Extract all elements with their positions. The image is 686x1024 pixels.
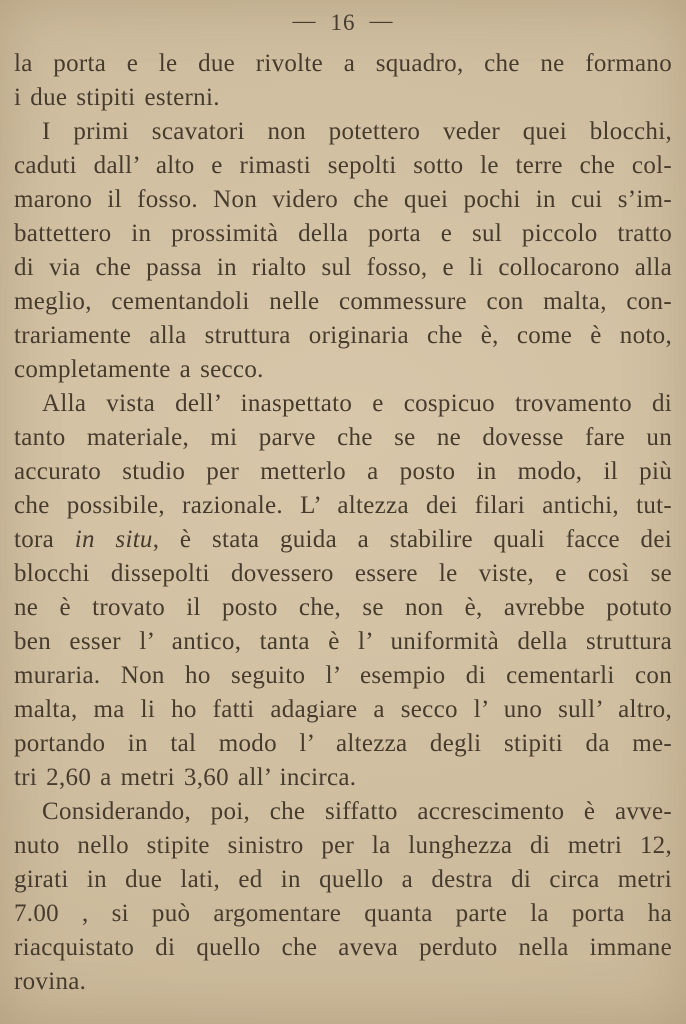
header-right-dash: — [369,8,394,33]
text-line [14,659,672,693]
text-line [14,523,672,557]
text-line [14,421,672,455]
text-line [14,693,672,727]
text-line [14,795,672,829]
paragraph [14,115,672,387]
page-header [0,10,686,36]
text-segment: rovina. [14,968,87,995]
text-line [14,591,672,625]
text-segment: accurato studio per metterlo a posto in modo, il più [14,458,672,485]
text-line [14,727,672,761]
text-segment: girati in due lati, ed in quello a destra di circa metri [14,866,672,893]
text-line [14,319,672,353]
text-line [14,489,672,523]
paragraph [14,47,672,115]
text-line [14,353,672,387]
text-segment: di via che passa in rialto sul fosso, e li collocarono alla [14,254,672,281]
text-segment: tri 2,60 a metri 3,60 all’ incirca. [14,764,357,791]
paragraph [14,387,672,795]
text-segment: battettero in prossimità della porta e sul piccolo tratto [14,220,672,247]
text-line [14,47,672,81]
text-segment: I primi scavatori non potettero veder quei blocchi, [42,118,672,145]
text-segment: marono il fosso. Non videro che quei pochi in cui s’im- [14,186,672,213]
text-line [14,863,672,897]
text-segment: , è stata guida a stabilire quali facce dei [152,526,672,553]
text-line [14,625,672,659]
paragraph [14,795,672,999]
text-line [14,557,672,591]
text-segment: tanto materiale, mi parve che se ne dovesse fare un [14,424,672,451]
text-line [14,115,672,149]
text-segment: la porta e le due rivolte a squadro, che ne formano [14,50,672,77]
text-line [14,761,672,795]
text-segment: meglio, cementandoli nelle commessure con malta, con- [14,288,672,315]
text-segment: tora [14,526,75,553]
text-segment: i due stipiti esterni. [14,84,220,111]
text-segment: blocchi dissepolti dovessero essere le viste, e così se [14,560,672,587]
text-line [14,387,672,421]
text-segment: caduti dall’ alto e rimasti sepolti sotto le terre che col- [14,152,672,179]
text-block [14,47,672,999]
text-segment: Considerando, poi, che siffatto accrescimento è avve- [42,798,672,825]
text-segment: ne è trovato il posto che, se non è, avrebbe potuto [14,594,672,621]
text-segment: nuto nello stipite sinistro per la lunghezza di metri 12, [14,832,672,859]
text-segment: completamente a secco. [14,356,264,383]
text-line [14,965,672,999]
text-line [14,897,672,931]
text-line [14,251,672,285]
text-line [14,149,672,183]
text-segment: ben esser l’ antico, tanta è l’ uniformità della struttura [14,628,672,655]
text-line [14,455,672,489]
page-number: 16 [330,10,356,35]
text-line [14,829,672,863]
text-line [14,931,672,965]
header-left-dash: — [292,8,317,33]
text-line [14,285,672,319]
text-segment: 7.00 , si può argomentare quanta parte la porta ha [14,900,672,927]
text-segment: malta, ma li ho fatti adagiare a secco l’ uno sull’ altro, [14,696,672,723]
italic-phrase: in situ [74,526,153,553]
text-segment: che possibile, razionale. L’ altezza dei filari antichi, tut- [14,492,672,519]
text-segment: portando in tal modo l’ altezza degli stipiti da me- [14,730,672,757]
text-segment: trariamente alla struttura originaria che è, come è noto, [14,322,672,349]
text-line [14,81,672,115]
text-line [14,217,672,251]
text-segment: Alla vista dell’ inaspettato e cospicuo trovamento di [42,390,672,417]
text-line [14,183,672,217]
text-segment: riacquistato di quello che aveva perduto nella immane [14,934,672,961]
text-segment: muraria. Non ho seguito l’ esempio di cementarli con [14,662,672,689]
